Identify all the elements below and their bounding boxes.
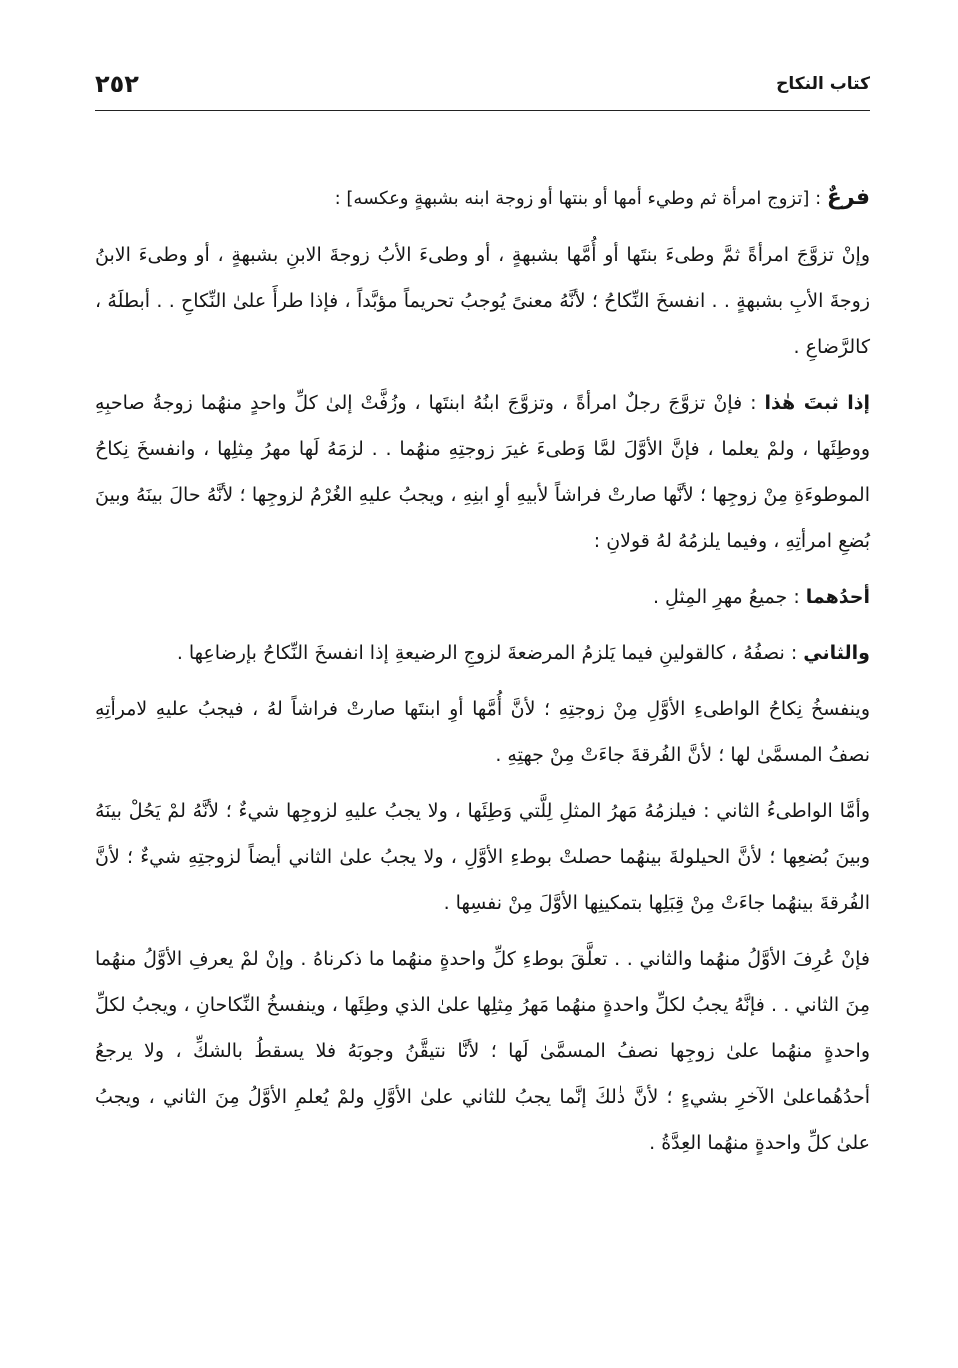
body-text: [95, 175, 870, 1176]
paragraph-3: [95, 574, 870, 620]
paragraph-text: وينفسخُ نِكاحُ الواطىءِ الأوَّلِ مِنْ زوجتِهِ ؛ لأنَّ أُمَّها أوِ ابنتَها صارتْ فراشاً لهُ ، فيجبُ عليهِ لامرأتِهِ نصفُ المسمَّىٰ لها ؛ لأنَّ الفُرقةَ جاءَتْ مِنْ جهتِهِ .: [95, 698, 870, 766]
paragraph-text: فإنْ عُرِفَ الأوَّلُ منهُما والثاني . . تعلَّقَ بوطءِ كلِّ واحدةٍ منهُما ما ذكرناهُ . وإنْ لمْ يعرفِ الأوَّلُ منهُما مِنَ الثاني . . فإنَّهُ يجبُ لكلِّ واحدةٍ منهُما مَهرُ مِثلِها علىٰ الذي وطِئَها ، وينفسخُ النِّكاحانِ ، ويجبُ لكلِّ واحدةٍ منهُما علىٰ زوجِها نصفُ المسمَّىٰ لَها ؛ لأنَّا نتيقَّنُ وجوبَهُ فلا يسقطُ بالشكِّ ، ولا يرجعُ أحدُهُماعلىٰ الآخرِ بشيءٍ ؛ لأنَّ ذٰلكَ إنَّما يجبُ للثاني علىٰ الأوَّلِ ولمْ يُعلمِ الأوَّلُ مِنَ الثاني ، ويجبُ علىٰ كلِّ واحدةٍ منهُما العِدَّةُ .: [95, 948, 870, 1154]
branch-title: : [تزوج امرأة ثم وطيء أمها أو بنتها أو زوجة ابنه بشبهةٍ وعكسه] :: [334, 188, 827, 209]
header-rule: [95, 110, 870, 111]
paragraph-5: [95, 686, 870, 778]
paragraph-lead: أحدُهما: [805, 586, 870, 608]
paragraph-6: [95, 788, 870, 926]
paragraph-2: [95, 380, 870, 564]
page-header: [95, 68, 870, 110]
paragraph-7: [95, 936, 870, 1166]
running-head-title: كتاب النكاح: [776, 74, 870, 94]
paragraph-text: : نصفُهُ ، كالقولينِ فيما يَلزمُ المرضعةَ لزوجِ الرضيعةِ إذا انفسخَ النِّكاحُ بإرضاعِها .: [176, 642, 804, 664]
paragraph-text: وأمَّا الواطىءُ الثاني : فيلزمُهُ مَهرُ المثلِ لِلَّتي وَطِئَها ، ولا يجبُ عليهِ لزوجِها شيءٌ ؛ لأنَّهُ لمْ يَحُلْ بينَهُ وبينَ بُضعِها ؛ لأنَّ الحيلولةَ بينهُما حصلتْ بوطءِ الأوَّلِ ، ولا يجبُ علىٰ الثاني أيضاً لزوجتِهِ شيءٌ ؛ لأنَّ الفُرقةَ بينهُما جاءَتْ مِنْ قِبَلِها بتمكينِها الأوَّلَ مِنْ نفسِها .: [95, 800, 870, 914]
page-number: ٢٥٢: [95, 70, 139, 98]
paragraph-text: وإنْ تزوَّجَ امرأةً ثمَّ وطىءَ بنتَها أو أُمَّها بشبهةٍ ، أو وطىءَ الأبُ زوجةَ الابنِ بشبهةٍ ، أو وطىءَ الابنُ زوجةَ الأبِ بشبهةٍ . . انفسخَ النِّكاحُ ؛ لأنَّهُ معنىً يُوجبُ تحريماً مؤبَّداً ، فإذا طرأَ علىٰ النِّكاحِ . . أبطلَهُ ، كالرَّضاعِ .: [95, 244, 870, 358]
paragraph-text: : جميعُ مهرِ المِثلِ .: [652, 586, 806, 608]
paragraph-1: [95, 232, 870, 370]
paragraph-lead: إذا ثبتَ هٰذا: [764, 392, 871, 414]
paragraph-text: : فإنْ تزوَّجَ رجلٌ امرأةً ، وتزوَّجَ ابنُهُ ابنتَها ، وزُفَّتْ إلىٰ كلِّ واحدٍ منهُما زوجةُ صاحبِهِ ووطِئَها ، ولمْ يعلما ، فإنَّ الأوَّلَ لمَّا وَطىءَ غيرَ زوجتِهِ منهُما . . لزمَهُ لَها مهرُ مِثلِها ، وانفسخَ نِكاحُ الموطوءَةِ مِنْ زوجِها ؛ لأنَّها صارتْ فراشاً لأبيهِ أوِ ابنِهِ ، ويجبُ عليهِ الغُرْمُ لزوجِها ؛ لأنَّهُ حالَ بينَهُ وبينَ بُضعِ امرأتِهِ ، وفيما يلزمُهُ لهُ قولانِ :: [95, 392, 870, 552]
paragraph-lead: والثاني: [803, 642, 870, 664]
branch-label: فرعٌ: [826, 185, 870, 210]
paragraph-4: [95, 630, 870, 676]
branch-heading: [95, 175, 870, 222]
